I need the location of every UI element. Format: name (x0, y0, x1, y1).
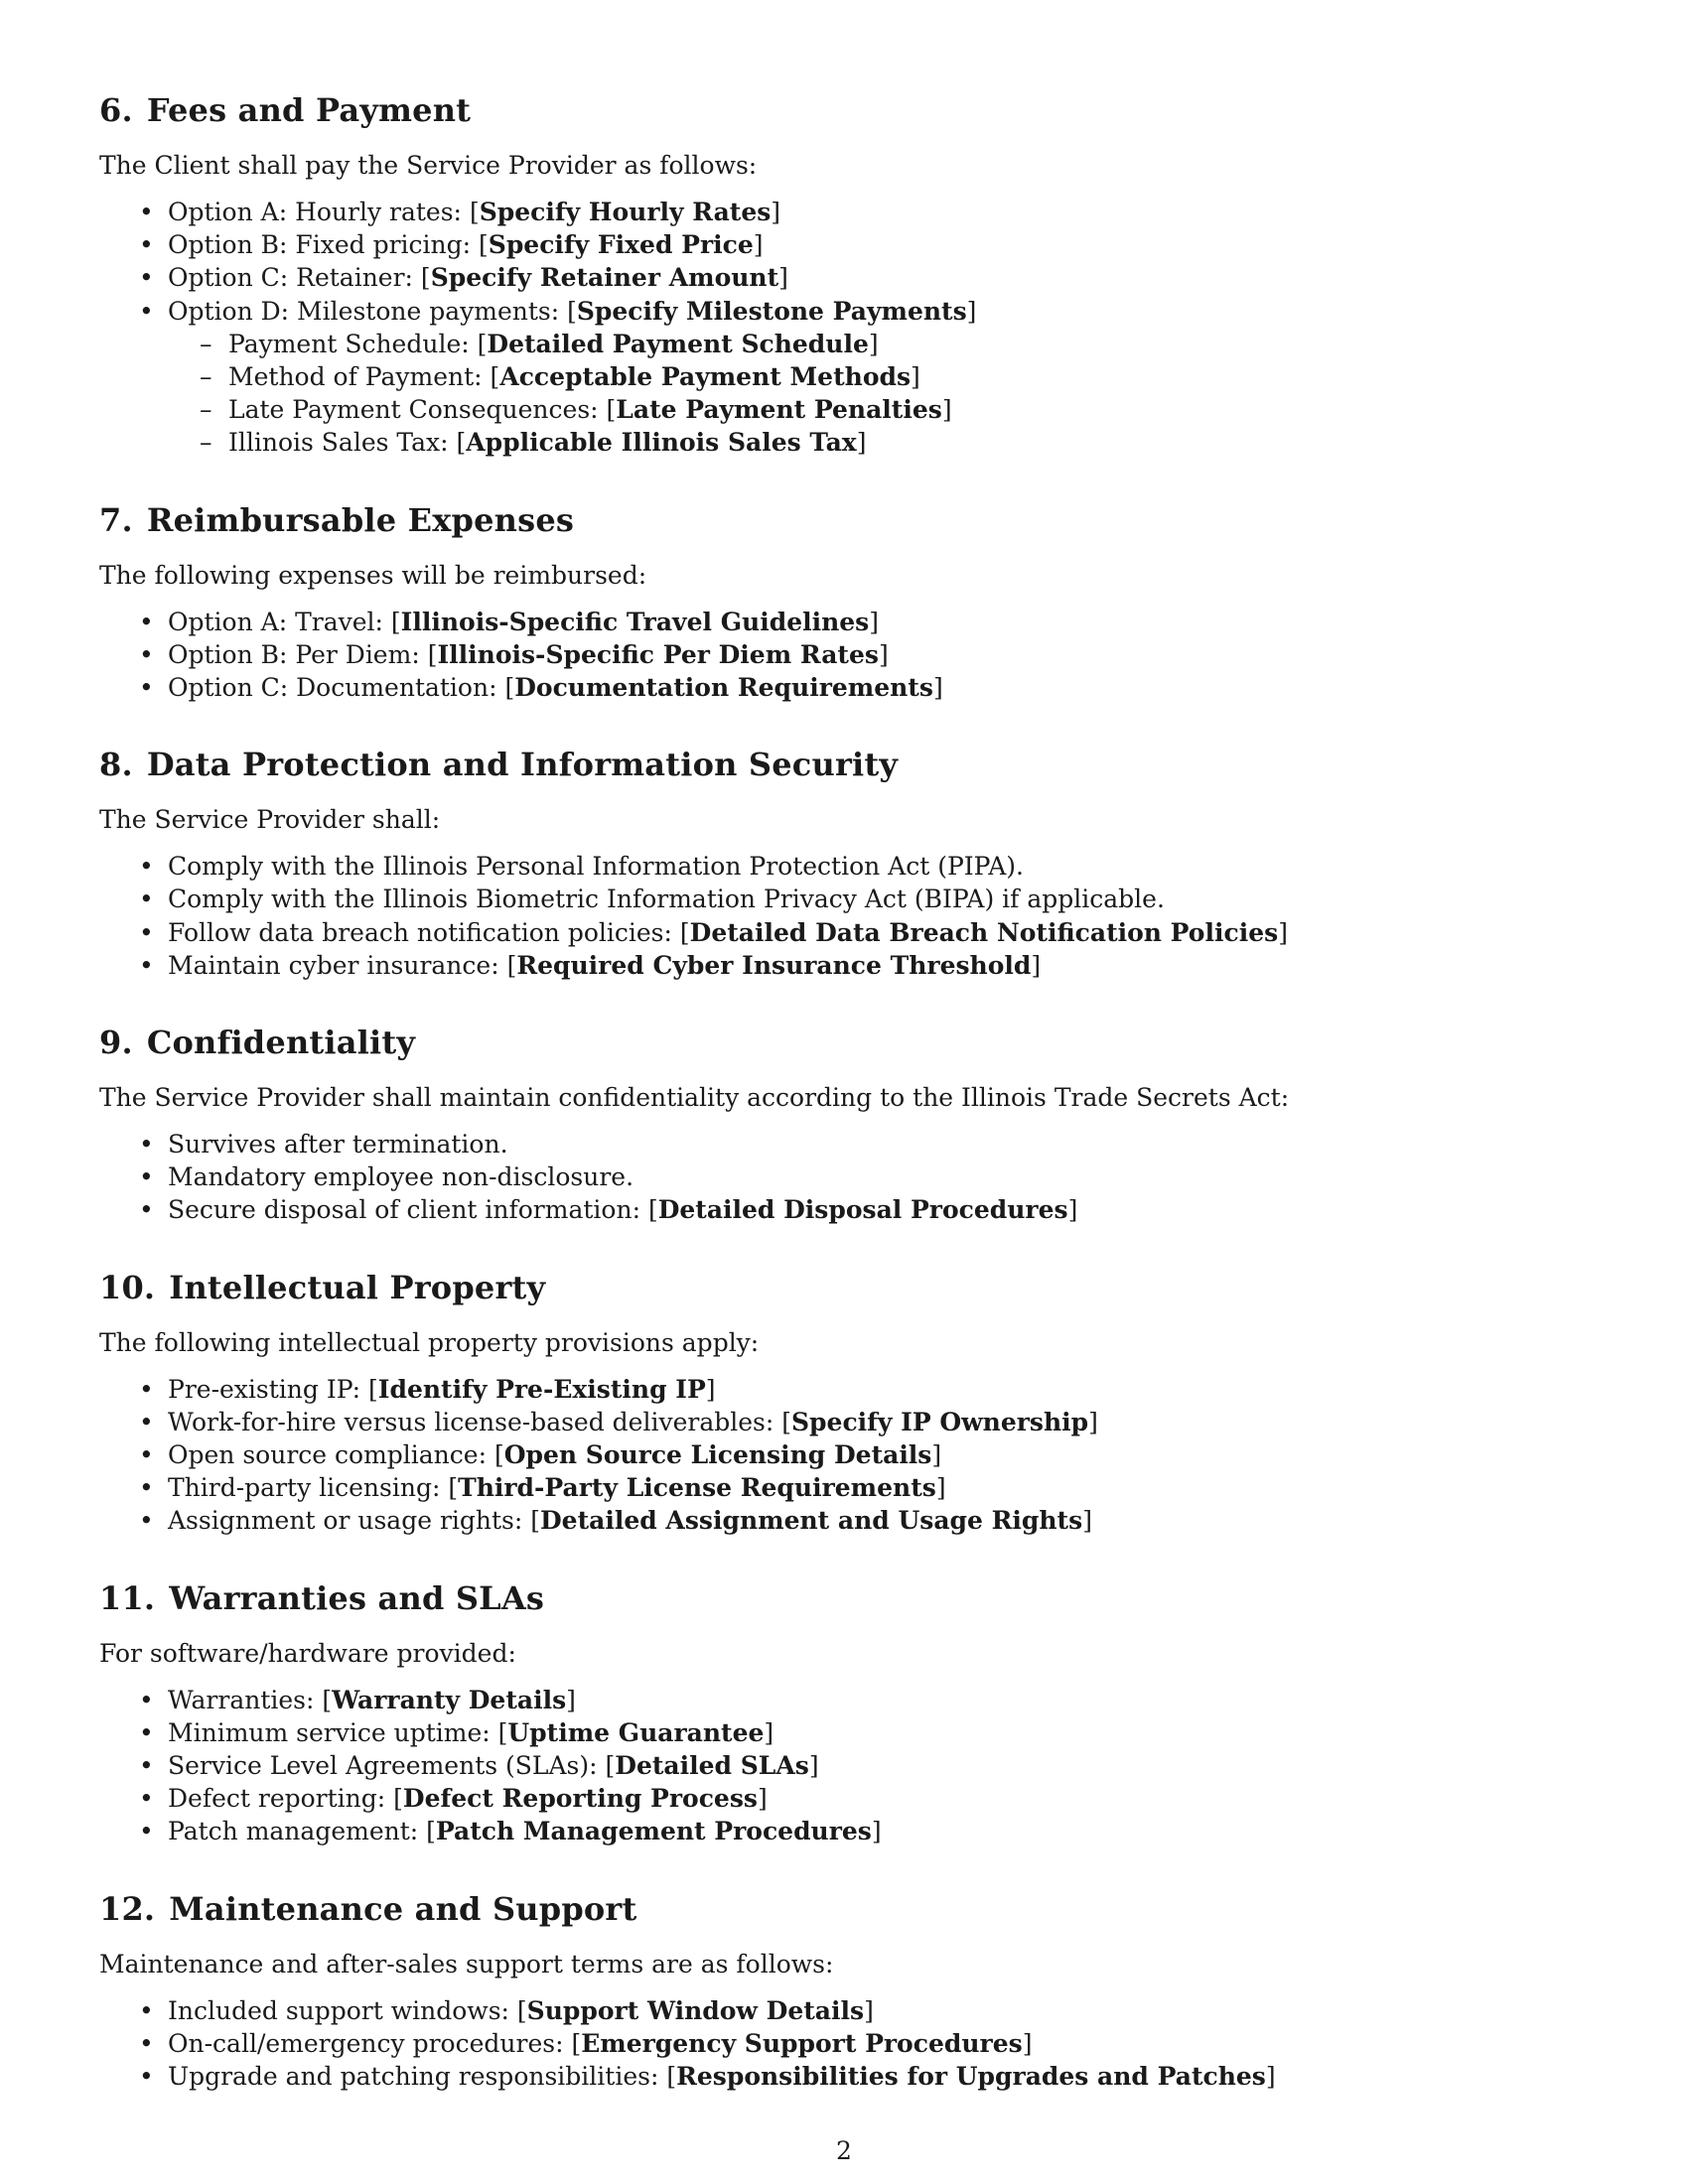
list-item: • Warranties: [Warranty Details] (139, 1684, 1589, 1716)
bullet-list (99, 1128, 1589, 1227)
item-placeholder: Detailed Assignment and Usage Rights (540, 1506, 1083, 1536)
page-number: 2 (836, 2136, 852, 2165)
item-placeholder: Illinois-Specific Per Diem Rates (437, 639, 879, 669)
list-item: • Defect reporting: [Defect Reporting Process] (139, 1782, 1589, 1815)
section-heading (99, 1024, 1589, 1061)
item-placeholder: Specify Fixed Price (488, 230, 754, 260)
item-text: Assignment or usage rights: (168, 1506, 531, 1536)
item-placeholder: Support Window Details (526, 1995, 865, 2025)
item-text: Secure disposal of client information: (168, 1195, 648, 1225)
list-item: • Secure disposal of client information: [Detailed Disposal Procedures] (139, 1193, 1589, 1226)
list-item (139, 1128, 1589, 1160)
section-number: 12. (99, 1889, 156, 1928)
item-placeholder: Defect Reporting Process (402, 1784, 758, 1814)
item-text: Payment Schedule: (228, 329, 478, 358)
section-heading (99, 91, 1589, 129)
section-confidentiality (99, 1024, 1589, 1227)
item-placeholder: Specify Retainer Amount (430, 263, 779, 293)
item-text: Option B: Fixed pricing: (168, 230, 479, 260)
section-title: Confidentiality (146, 1024, 416, 1062)
list-item: • Work-for-hire versus license-based deliverables: [Specify IP Ownership] (139, 1406, 1589, 1438)
item-text: Open source compliance: (168, 1440, 494, 1470)
section-number: 7. (99, 500, 133, 539)
list-item: • Option A: Travel: [Illinois-Specific Travel Guidelines] (139, 606, 1589, 638)
section-intro: For software/hardware provided: (99, 1638, 516, 1668)
section-heading (99, 501, 1589, 539)
section-title: Reimbursable Expenses (146, 500, 575, 539)
item-text: Work-for-hire versus license-based deliverables: (168, 1407, 782, 1436)
section-heading (99, 1269, 1589, 1306)
item-placeholder: Emergency Support Procedures (581, 2028, 1023, 2058)
item-text: Mandatory employee non-disclosure. (168, 1162, 634, 1192)
item-text: Option D: Milestone payments: (168, 296, 568, 326)
item-text: Third-party licensing: (168, 1473, 449, 1503)
section-number: 6. (99, 91, 133, 129)
list-item: • On-call/emergency procedures: [Emergency Support Procedures] (139, 2027, 1589, 2060)
section-heading (99, 1579, 1589, 1617)
item-text: Follow data breach notification policies: (168, 917, 680, 947)
section-intro: The following expenses will be reimbursed: (99, 560, 647, 590)
section-title: Intellectual Property (169, 1268, 546, 1306)
item-placeholder: Documentation Requirements (514, 673, 933, 703)
section-title: Maintenance and Support (169, 1889, 637, 1928)
list-item: • Upgrade and patching responsibilities: [Responsibilities for Upgrades and Patches] (139, 2060, 1589, 2093)
section-data-protection (99, 746, 1589, 982)
list-item: • Option C: Documentation: [Documentation Requirements] (139, 671, 1589, 704)
section-number: 9. (99, 1024, 133, 1062)
item-text: Survives after termination. (168, 1130, 508, 1160)
item-placeholder: Detailed Payment Schedule (487, 329, 869, 358)
item-text: Option A: Travel: (168, 607, 391, 636)
item-text: Late Payment Consequences: (228, 395, 607, 425)
item-text: Option B: Per Diem: (168, 639, 428, 669)
item-placeholder: Specify IP Ownership (791, 1407, 1089, 1436)
section-intro: Maintenance and after-sales support terms are as follows: (99, 1949, 834, 1979)
item-placeholder: Detailed Disposal Procedures (657, 1195, 1068, 1225)
sub-list-item: – Late Payment Consequences: [Late Payment Penalties] (200, 393, 1589, 426)
section-intro: The Client shall pay the Service Provider as follows: (99, 151, 758, 180)
section-title: Warranties and SLAs (169, 1578, 545, 1617)
item-placeholder: Required Cyber Insurance Threshold (516, 950, 1032, 980)
section-fees-and-payment (99, 91, 1589, 460)
item-text: Service Level Agreements (SLAs): (168, 1751, 606, 1781)
item-placeholder: Detailed SLAs (615, 1751, 809, 1781)
item-placeholder: Patch Management Procedures (435, 1817, 872, 1846)
section-heading (99, 1890, 1589, 1928)
list-item: • Option A: Hourly rates: [Specify Hourly Rates] (139, 196, 1589, 228)
item-text: On-call/emergency procedures: (168, 2028, 572, 2058)
section-number: 11. (99, 1578, 156, 1617)
list-item: • Minimum service uptime: [Uptime Guarantee] (139, 1716, 1589, 1749)
list-item (139, 1160, 1589, 1193)
item-text: Patch management: (168, 1817, 427, 1846)
item-placeholder: Specify Milestone Payments (576, 296, 967, 326)
section-intro: The following intellectual property provisions apply: (99, 1327, 760, 1357)
item-text: Option C: Retainer: (168, 263, 421, 293)
list-item: • Option C: Retainer: [Specify Retainer Amount] (139, 261, 1589, 294)
sub-list-item: – Method of Payment: [Acceptable Payment Methods] (200, 360, 1589, 393)
sub-list-item: – Payment Schedule: [Detailed Payment Schedule] (200, 328, 1589, 360)
list-item: • Service Level Agreements (SLAs): [Detailed SLAs] (139, 1749, 1589, 1782)
list-item: • Pre-existing IP: [Identify Pre-Existing IP] (139, 1373, 1589, 1406)
section-number: 10. (99, 1268, 156, 1306)
item-placeholder: Uptime Guarantee (507, 1717, 765, 1747)
item-placeholder: Identify Pre-Existing IP (377, 1374, 706, 1404)
item-text: Defect reporting: (168, 1784, 394, 1814)
item-text: Method of Payment: (228, 362, 491, 392)
item-text: Upgrade and patching responsibilities: (168, 2062, 667, 2092)
list-item: • Option B: Fixed pricing: [Specify Fixed Price] (139, 228, 1589, 261)
list-item: • Open source compliance: [Open Source Licensing Details] (139, 1438, 1589, 1471)
list-item: • Option B: Per Diem: [Illinois-Specific Per Diem Rates] (139, 638, 1589, 671)
list-item: • Included support windows: [Support Window Details] (139, 1994, 1589, 2027)
section-reimbursable-expenses (99, 501, 1589, 705)
item-placeholder: Warranty Details (332, 1685, 567, 1714)
section-intro: The Service Provider shall: (99, 805, 441, 835)
section-intro: The Service Provider shall maintain confidentiality according to the Illinois Trade Secrets Act: (99, 1083, 1290, 1113)
list-item (139, 850, 1589, 883)
item-text: Option A: Hourly rates: (168, 198, 470, 226)
sub-list-item: – Illinois Sales Tax: [Applicable Illinois Sales Tax] (200, 426, 1589, 459)
bullet-list (99, 850, 1589, 982)
item-text: Minimum service uptime: (168, 1717, 498, 1747)
item-placeholder: Third-Party License Requirements (458, 1473, 936, 1503)
bullet-list (99, 1684, 1589, 1848)
bullet-list (99, 606, 1589, 705)
item-text: Comply with the Illinois Personal Information Protection Act (PIPA). (168, 852, 1024, 882)
document-page (99, 91, 1589, 2134)
list-item: • Assignment or usage rights: [Detailed Assignment and Usage Rights] (139, 1504, 1589, 1537)
item-placeholder: Open Source Licensing Details (503, 1440, 932, 1470)
section-warranties-and-slas (99, 1579, 1589, 1848)
section-title: Data Protection and Information Security (146, 746, 899, 784)
item-text: Warranties: (168, 1685, 323, 1714)
item-placeholder: Detailed Data Breach Notification Policies (689, 917, 1279, 947)
list-item: • Third-party licensing: [Third-Party License Requirements] (139, 1471, 1589, 1504)
bullet-list (99, 196, 1589, 460)
item-placeholder: Specify Hourly Rates (479, 198, 772, 226)
item-text: Comply with the Illinois Biometric Information Privacy Act (BIPA) if applicable. (168, 885, 1165, 914)
item-placeholder: Applicable Illinois Sales Tax (466, 428, 857, 458)
section-heading (99, 746, 1589, 783)
list-item: • Patch management: [Patch Management Procedures] (139, 1815, 1589, 1847)
section-title: Fees and Payment (146, 91, 472, 129)
bullet-list (99, 1373, 1589, 1538)
section-number: 8. (99, 746, 133, 784)
item-placeholder: Responsibilities for Upgrades and Patches (676, 2062, 1266, 2092)
item-text: Option C: Documentation: (168, 673, 505, 703)
item-placeholder: Late Payment Penalties (616, 395, 942, 425)
item-placeholder: Acceptable Payment Methods (499, 362, 912, 392)
sub-list (168, 328, 1589, 460)
section-maintenance-and-support (99, 1890, 1589, 2094)
bullet-list (99, 1994, 1589, 2094)
item-text: Pre-existing IP: (168, 1374, 369, 1404)
list-item: • Option D: Milestone payments: [Specify Milestone Payments] – Payment Schedule: [Detailed Payment Schedule] – Method of Payment: [Acceptable Payment Methods] – Late Payment Consequences: [Late Payment Penalties] – Illinois Sales Tax: [Applicable Illinois Sales Tax] (139, 295, 1589, 460)
item-text: Maintain cyber insurance: (168, 950, 507, 980)
item-text: Included support windows: (168, 1995, 517, 2025)
item-text: Illinois Sales Tax: (228, 428, 457, 458)
item-placeholder: Illinois-Specific Travel Guidelines (400, 607, 870, 636)
list-item (139, 883, 1589, 915)
list-item: • Maintain cyber insurance: [Required Cyber Insurance Threshold] (139, 949, 1589, 982)
section-intellectual-property (99, 1269, 1589, 1538)
list-item: • Follow data breach notification policies: [Detailed Data Breach Notification Policies] (139, 916, 1589, 949)
